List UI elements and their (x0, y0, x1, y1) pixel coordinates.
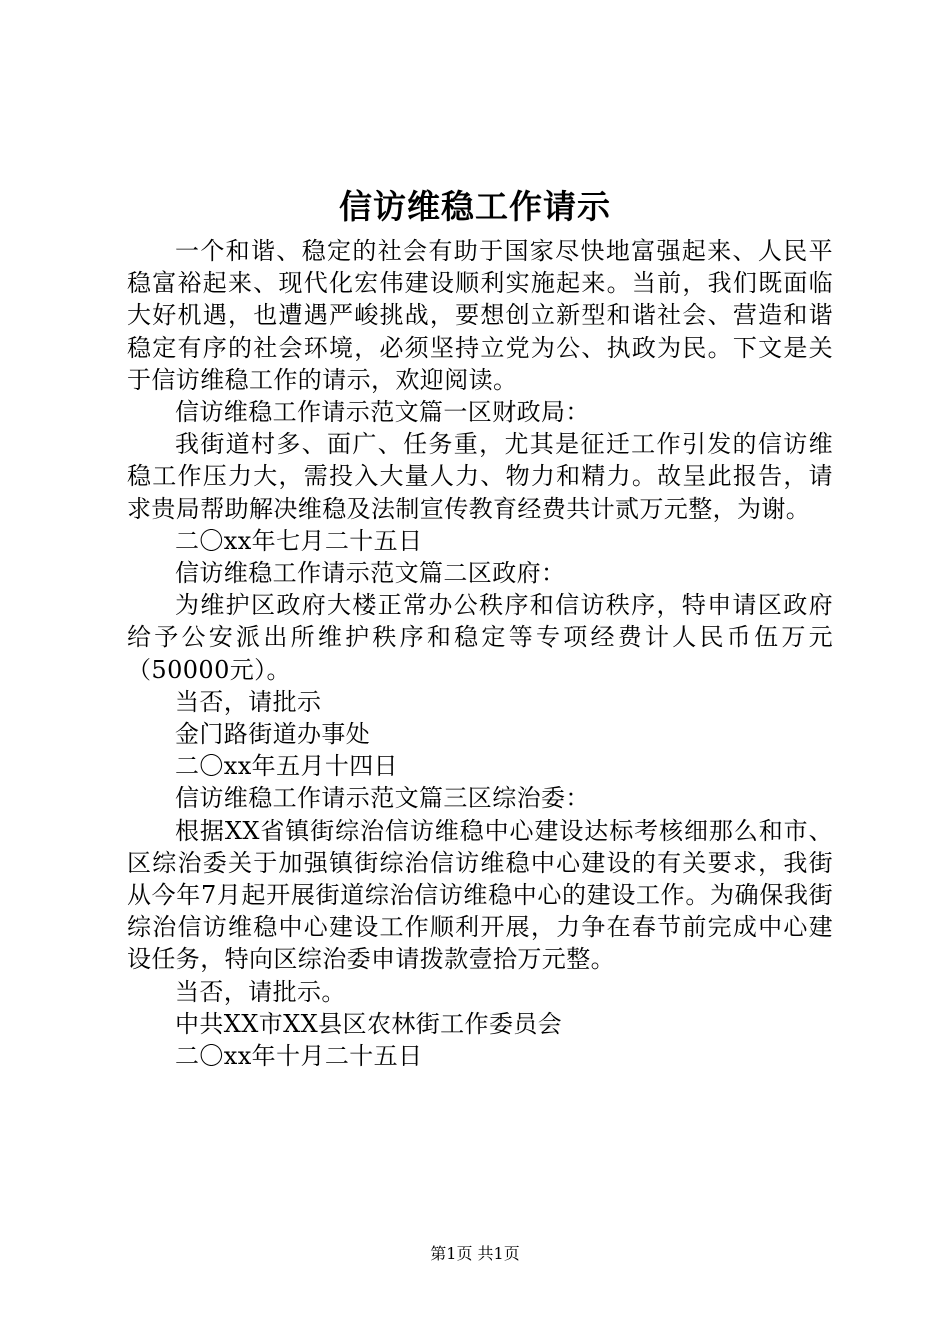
page-footer: 第1页 共1页 (430, 1244, 520, 1263)
paragraph-body-2: 为维护区政府大楼正常办公秩序和信访秩序，特申请区政府给予公安派出所维护秩序和稳定等专项经费计人民币伍万元（50000元）。 (127, 591, 833, 684)
paragraph-heading-2: 信访维稳工作请示范文篇二区政府： (175, 559, 566, 588)
paragraph-date-2: 二〇xx年五月十四日 (175, 752, 399, 781)
paragraph-signature-2: 金门路街道办事处 (175, 720, 371, 749)
document-title: 信访维稳工作请示 (339, 187, 611, 226)
paragraph-heading-3: 信访维稳工作请示范文篇三区综治委： (175, 784, 590, 813)
paragraph-heading-1: 信访维稳工作请示范文篇一区财政局： (175, 398, 590, 427)
paragraph-body-1: 我街道村多、面广、任务重，尤其是征迁工作引发的信访维稳工作压力大，需投入大量人力、物力和精力。故呈此报告，请求贵局帮助解决维稳及法制宣传教育经费共计贰万元整，为谢。 (127, 430, 833, 523)
paragraph-closing-3: 当否，请批示。 (175, 977, 346, 1006)
paragraph-intro: 一个和谐、稳定的社会有助于国家尽快地富强起来、人民平稳富裕起来、现代化宏伟建设顺利实施起来。当前，我们既面临大好机遇，也遭遇严峻挑战，要想创立新型和谐社会、营造和谐稳定有序的社会环境，必须坚持立党为公、执政为民。下文是关于信访维稳工作的请示，欢迎阅读。 (127, 237, 833, 394)
paragraph-date-3: 二〇xx年十月二十五日 (175, 1042, 423, 1071)
paragraph-date-1: 二〇xx年七月二十五日 (175, 526, 423, 555)
paragraph-closing-2: 当否，请批示 (175, 687, 322, 716)
paragraph-signature-3: 中共XX市XX县区农林街工作委员会 (175, 1009, 563, 1038)
document-body (127, 235, 833, 1072)
paragraph-body-3: 根据XX省镇街综治信访维稳中心建设达标考核细那么和市、区综治委关于加强镇街综治信访维稳中心建设的有关要求，我街从今年7月起开展街道综治信访维稳中心的建设工作。为确保我街综治信访维稳中心建设工作顺利开展，力争在春节前完成中心建设任务，特向区综治委申请拨款壹拾万元整。 (127, 816, 833, 974)
